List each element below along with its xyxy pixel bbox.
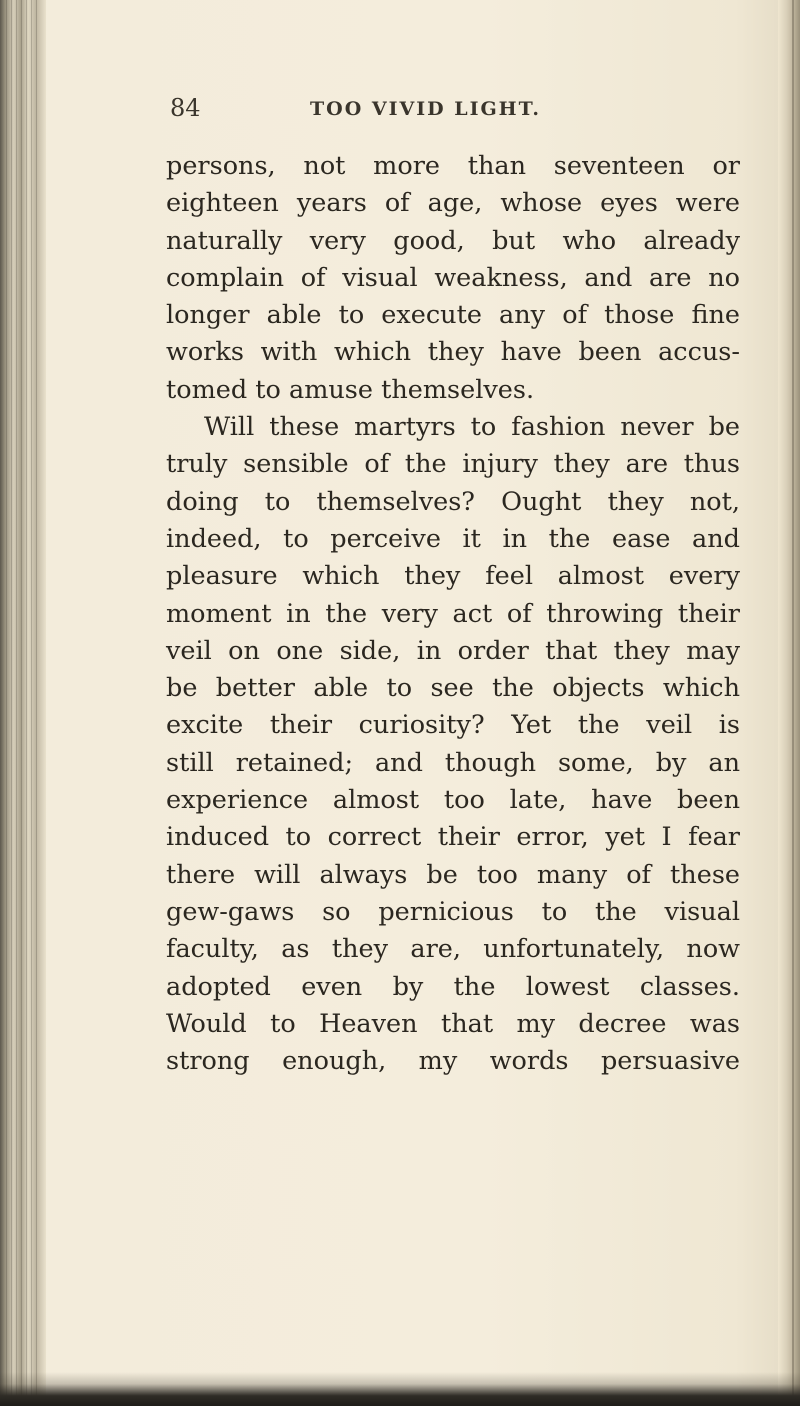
text-line: strong enough, my words persuasive [166, 1046, 740, 1077]
text-line: be better able to see the objects which [166, 673, 740, 704]
text-line: complain of visual weakness, and are no [166, 262, 740, 293]
text-line: doing to themselves? Ought they not, [166, 486, 740, 517]
text-line: indeed, to perceive it in the ease and [166, 523, 740, 554]
text-line: works with which they have been accus- [166, 337, 740, 368]
text-line: longer able to execute any of those fine [166, 300, 740, 331]
text-line: still retained; and though some, by an [166, 747, 740, 778]
body-text [166, 148, 740, 1080]
book-binding-lines [6, 0, 40, 1406]
text-line: pleasure which they feel almost every [166, 561, 740, 592]
page-edge-line [792, 0, 794, 1406]
running-head: TOO VIVID LIGHT. [310, 98, 541, 120]
text-line: veil on one side, in order that they may [166, 635, 740, 666]
text-line: moment in the very act of throwing their [166, 598, 740, 629]
text-line: Will these martyrs to fashion never be [204, 412, 740, 443]
text-line: tomed to amuse themselves. [166, 374, 535, 405]
text-line: eighteen years of age, whose eyes were [166, 188, 740, 219]
text-line: adopted even by the lowest classes. [166, 971, 740, 1002]
page-header [170, 94, 750, 124]
text-line: persons, not more than seventeen or [166, 151, 740, 181]
text-line: gew-gaws so pernicious to the visual [166, 896, 740, 927]
text-line: experience almost too late, have been [166, 785, 740, 816]
text-line: there will always be too many of these [166, 859, 740, 890]
text-line: excite their curiosity? Yet the veil is [166, 710, 740, 741]
text-line: induced to correct their error, yet I fear [166, 822, 740, 853]
text-line: naturally very good, but who already [166, 225, 740, 256]
page-number: 84 [170, 94, 201, 122]
text-line: Would to Heaven that my decree was [166, 1008, 740, 1039]
page-edge-right [778, 0, 800, 1406]
text-line: truly sensible of the injury they are thus [166, 449, 740, 480]
page-bottom-shadow [0, 1372, 800, 1406]
text-line: faculty, as they are, unfortunately, now [166, 934, 740, 965]
